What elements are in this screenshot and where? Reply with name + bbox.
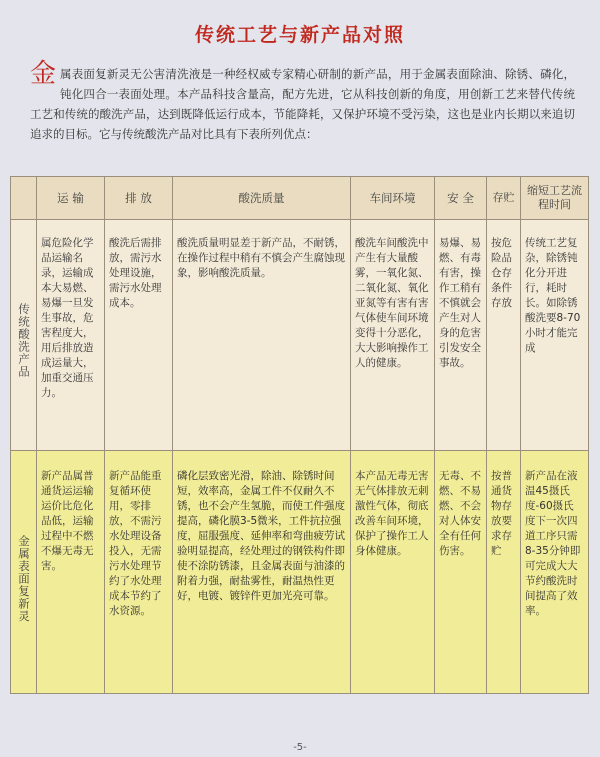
- cell-traditional-storage: 按危险品仓存条件存放: [487, 220, 521, 451]
- cell-traditional-time: 传统工艺复杂，除锈钝化分开进行，耗时长。如除锈酸洗要8-70小时才能完成: [521, 220, 589, 451]
- cell-new-quality: 磷化层致密光滑，除油、除锈时间短，效率高，金属工件不仅耐久不锈，也不会产生氢脆，而使工件强度提高，磷化膜3-5微米，工件抗拉强度，屈服强度、延伸率和弯曲疲劳试验明显提高，经处理过的钢铁构件即使不涂防锈漆，且金属表面与油漆的附着力强，耐盐雾性，耐温热性更好，电镀、镀锌件更加光亮可靠。: [173, 451, 351, 694]
- header-discharge: 排 放: [105, 177, 173, 220]
- header-safety: 安 全: [435, 177, 487, 220]
- cell-traditional-discharge: 酸洗后需排放，需污水处理设施，需污水处理成本。: [105, 220, 173, 451]
- comparison-table: [10, 176, 589, 694]
- page-number: -5-: [293, 742, 307, 753]
- row-label-traditional-text: 传统酸洗产品: [17, 303, 31, 378]
- intro-text: 属表面复新灵无公害清洗液是一种经权威专家精心研制的新产品，用于金属表面除油、除锈、磷化，钝化四合一表面处理。本产品科技含量高，配方先进，它从科技创新的角度，用创新工艺来替代传统工艺和传统的酸洗产品，达到既降低运行成本，节能降耗，又保护环境不受污染，这也是业内长期以来追切追求的目标。它与传统酸洗产品对比具有下表所列优点：: [30, 67, 575, 141]
- page-title: 传统工艺与新产品对照: [194, 24, 405, 46]
- cell-traditional-environment: 酸洗车间酸洗中产生有大量酸雾，一氧化氮、二氧化氮、氧化亚氮等有害有害气体使车间环境变得十分恶化，大大影响操作工人的健康。: [351, 220, 435, 451]
- header-row: [11, 177, 589, 220]
- cell-traditional-safety: 易爆、易燃、有毒有害，操作工稍有不慎就会产生对人身的危害引发安全事故。: [435, 220, 487, 451]
- cell-new-discharge: 新产品能重复循环使用，零排放，不需污水处理设备投入，无需污水处理节约了水处理成本节约了水资源。: [105, 451, 173, 694]
- header-process-time: 缩短工艺流程时间: [521, 177, 589, 220]
- row-label-new-product-text: 金属表面复新灵: [17, 534, 31, 623]
- comparison-table-wrapper: [10, 176, 588, 694]
- table-row-traditional: [11, 220, 589, 451]
- cell-traditional-quality: 酸洗质量明显差于新产品，不耐锈，在操作过程中稍有不慎会产生腐蚀现象，影响酸洗质量。: [173, 220, 351, 451]
- intro-dropcap: 金: [30, 59, 57, 89]
- row-label-new-product: [11, 451, 37, 694]
- cell-new-storage: 按普通货物存放要求存贮: [487, 451, 521, 694]
- row-label-traditional: [11, 220, 37, 451]
- cell-new-environment: 本产品无毒无害无气体排放无刺激性气体，彻底改善车间环境，保护了操作工人身体健康。: [351, 451, 435, 694]
- table-row-new-product: [11, 451, 589, 694]
- cell-new-transport: 新产品属普通货运运输运价比危化品低，运输过程中不燃不爆无毒无害。: [37, 451, 105, 694]
- header-corner: [11, 177, 37, 220]
- intro-paragraph: [30, 59, 575, 144]
- cell-new-safety: 无毒、不燃、不易燃、不会对人体安全有任何伤害。: [435, 451, 487, 694]
- header-storage: 存贮: [487, 177, 521, 220]
- header-transport: 运 输: [37, 177, 105, 220]
- header-pickling-quality: 酸洗质量: [173, 177, 351, 220]
- cell-traditional-transport: 属危险化学品运输名录，运输成本大易燃、易爆一旦发生事故，危害程度大，用后排放造成运量大，加重交通压力。: [37, 220, 105, 451]
- header-workshop-env: 车间环境: [351, 177, 435, 220]
- cell-new-time: 新产品在液温45摄氏度-60摄氏度下一次四道工序只需8-35分钟即可完成大大节约酸洗时间提高了效率。: [521, 451, 589, 694]
